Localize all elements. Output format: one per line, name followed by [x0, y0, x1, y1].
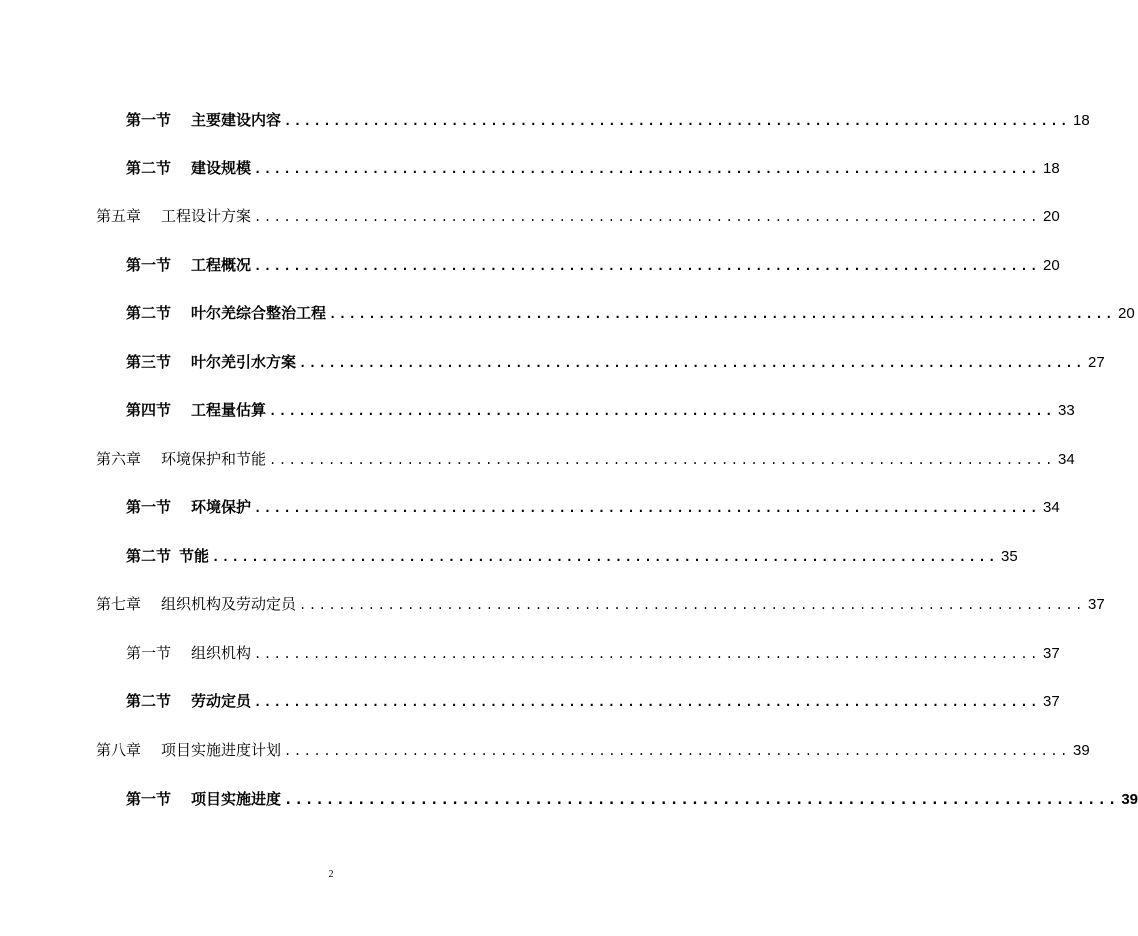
toc-leader-dots: ................................................................................ [254, 210, 1040, 224]
toc-entry-page: 33 [1058, 402, 1075, 419]
toc-entry-title: 主要建设内容 [191, 111, 282, 129]
toc-entry-page: 37 [1043, 645, 1060, 662]
toc-leader-dots: ................................................................................ [269, 404, 1055, 418]
toc-entry-number: 第二节 [126, 547, 172, 565]
toc-entry-title: 组织机构 [191, 644, 252, 662]
toc-entry-page: 37 [1043, 693, 1060, 710]
toc-entry-number: 第二节 [126, 692, 172, 710]
toc-line [126, 349, 1105, 375]
toc-entry[interactable] [0, 349, 1105, 375]
toc-entry-page: 20 [1118, 305, 1135, 322]
toc-entry-title: 工程设计方案 [161, 207, 252, 225]
toc-entry[interactable] [0, 107, 1090, 133]
toc-entry-chapter[interactable] [0, 737, 1090, 763]
toc-entry-title: 叶尔羌综合整治工程 [191, 304, 327, 322]
toc-entry-title: 劳动定员 [191, 692, 252, 710]
toc-line [126, 397, 1075, 423]
toc-leader-dots: ................................................................................ [299, 356, 1085, 370]
toc-line [96, 203, 1060, 229]
toc-entry-page: 35 [1001, 548, 1018, 565]
toc-entry[interactable] [0, 640, 1060, 666]
toc-entry-number: 第六章 [96, 450, 142, 468]
toc-line [126, 300, 1135, 326]
toc-line [126, 688, 1060, 714]
toc-entry-chapter[interactable] [0, 203, 1060, 229]
toc-entry-number: 第一节 [126, 256, 172, 274]
toc-entry-title: 工程量估算 [191, 401, 267, 419]
toc-entry-number: 第三节 [126, 353, 172, 371]
toc-line [96, 591, 1105, 617]
toc-leader-dots: ................................................................................ [254, 647, 1040, 661]
toc-entry-chapter[interactable] [0, 446, 1075, 472]
toc-line [126, 107, 1090, 133]
toc-entry[interactable] [0, 300, 1135, 326]
toc-entry-title: 建设规模 [191, 159, 252, 177]
toc-entry-page: 18 [1043, 160, 1060, 177]
toc-entry-title: 组织机构及劳动定员 [161, 595, 297, 613]
toc-leader-dots: ................................................................................ [284, 744, 1070, 758]
toc-leader-dots: ................................................................................ [329, 307, 1115, 321]
toc-line [126, 640, 1060, 666]
toc-entry-page: 39 [1121, 791, 1138, 808]
toc-entry[interactable] [0, 786, 1138, 812]
toc-entry-number: 第二节 [126, 159, 172, 177]
toc-entry-page: 20 [1043, 257, 1060, 274]
toc-entry-title: 项目实施进度 [191, 790, 282, 808]
toc-entry-page: 34 [1043, 499, 1060, 516]
toc-entry-title: 叶尔羌引水方案 [191, 353, 297, 371]
toc-entry-title: 环境保护和节能 [161, 450, 267, 468]
toc-line [126, 786, 1138, 812]
toc-entry[interactable] [0, 252, 1060, 278]
toc-entry-chapter[interactable] [0, 591, 1105, 617]
toc-entry-title: 项目实施进度计划 [161, 741, 282, 759]
toc-leader-dots: ................................................................................ [254, 695, 1040, 709]
toc-entry[interactable] [0, 397, 1075, 423]
toc-entry-number: 第八章 [96, 741, 142, 759]
toc-entry-page: 18 [1073, 112, 1090, 129]
toc-entry-number: 第七章 [96, 595, 142, 613]
toc-leader-dots: ................................................................................ [254, 162, 1040, 176]
toc-leader-dots: ................................................................................ [284, 114, 1070, 128]
toc-entry-number: 第一节 [126, 644, 172, 662]
page-number: 2 [328, 869, 334, 880]
toc-entry[interactable] [0, 688, 1060, 714]
toc-entry-page: 27 [1088, 354, 1105, 371]
toc-entry-number: 第一节 [126, 111, 172, 129]
toc-leader-dots: ................................................................................ [254, 259, 1040, 273]
toc-line [126, 543, 1018, 569]
toc-entry[interactable] [0, 494, 1060, 520]
toc-leader-dots: ................................................................................ [284, 792, 1119, 808]
toc-entry-number: 第五章 [96, 207, 142, 225]
toc-leader-dots: ................................................................................ [299, 598, 1085, 612]
toc-entry[interactable] [0, 543, 1018, 569]
toc-line [126, 494, 1060, 520]
toc-line [126, 252, 1060, 278]
toc-entry-number: 第四节 [126, 401, 172, 419]
toc-entry-page: 37 [1088, 596, 1105, 613]
toc-entry[interactable] [0, 155, 1060, 181]
toc-entry-page: 20 [1043, 208, 1060, 225]
toc-entry-number: 第一节 [126, 498, 172, 516]
toc-entry-title: 环境保护 [191, 498, 252, 516]
toc-entry-title: 节能 [179, 547, 210, 565]
toc-leader-dots: ................................................................................ [254, 501, 1040, 515]
toc-entry-title: 工程概况 [191, 256, 252, 274]
toc-entry-number: 第二节 [126, 304, 172, 322]
toc-entry-number: 第一节 [126, 790, 172, 808]
toc-line [96, 737, 1090, 763]
toc-leader-dots: ................................................................................ [269, 453, 1055, 467]
toc-entry-page: 34 [1058, 451, 1075, 468]
toc-entry-page: 39 [1073, 742, 1090, 759]
toc-leader-dots: ................................................................................ [212, 550, 998, 564]
toc-line [126, 155, 1060, 181]
toc-line [96, 446, 1075, 472]
